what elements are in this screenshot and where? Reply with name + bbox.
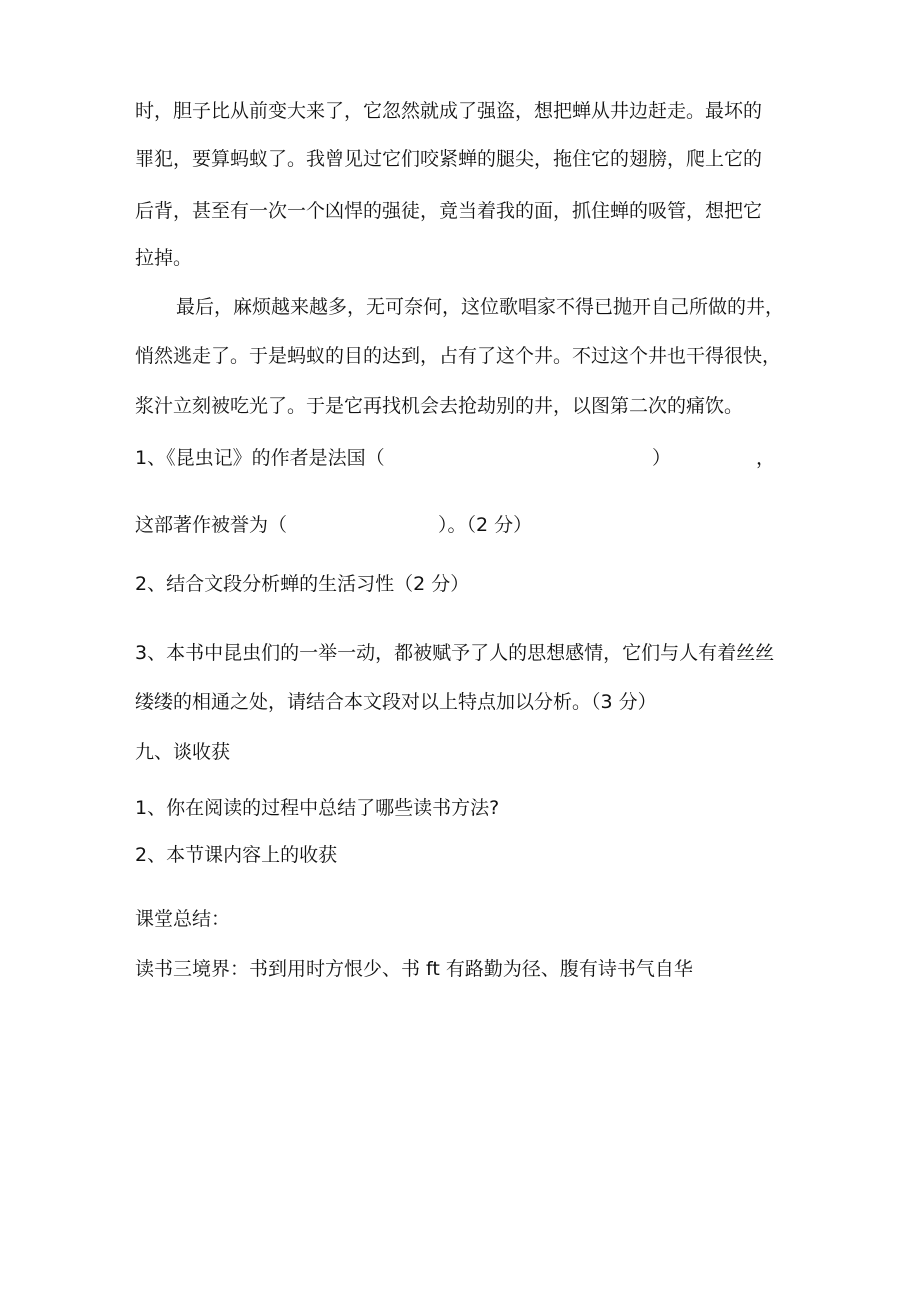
summary-text: 读书三境界：书到用时方恨少、书 ft 有路勤为径、腹有诗书气自华 [135, 958, 693, 980]
question-1-comma: ， [756, 447, 776, 469]
question-2: 2、结合文段分析蝉的生活习性（2 分） [135, 573, 470, 595]
passage-line: 浆汁立刻被吃光了。于是它再找机会去抢劫别的井，以图第二次的痛饮。 [135, 395, 744, 417]
question-3-line: 3、本书中昆虫们的一举一动，都被赋予了人的思想感情，它们与人有着丝丝 [135, 642, 775, 664]
question-1-prefix: 1、《昆虫记》的作者是法国（ [135, 447, 385, 469]
question-1-line2: 这部著作被誉为（ [135, 514, 288, 536]
passage-line: 悄然逃走了。于是蚂蚁的目的达到，占有了这个井。不过这个井也干得很快， [135, 345, 782, 367]
section-9-title: 九、谈收获 [135, 741, 231, 763]
passage-line: 后背，甚至有一次一个凶悍的强徒，竟当着我的面，抓住蝉的吸管，想把它 [135, 200, 763, 222]
passage-line: 时，胆子比从前变大来了，它忽然就成了强盗，想把蝉从井边赶走。最坏的 [135, 100, 763, 122]
passage-line: 拉掉。 [135, 247, 193, 269]
section-9-item: 1、你在阅读的过程中总结了哪些读书方法? [135, 797, 500, 819]
question-3-line: 缕缕的相通之处，请结合本文段对以上特点加以分析。（3 分） [135, 691, 657, 713]
passage-line: 罪犯，要算蚂蚁了。我曾见过它们咬紧蝉的腿尖，拖住它的翅膀，爬上它的 [135, 148, 763, 170]
question-1-line2-end: ）。（2 分） [438, 514, 533, 536]
passage-line: 最后，麻烦越来越多，无可奈何，这位歌唱家不得已抛开自己所做的井， [176, 296, 785, 318]
section-9-item: 2、本节课内容上的收获 [135, 844, 338, 866]
summary-title: 课堂总结： [135, 908, 231, 930]
question-1-close-paren: ） [652, 447, 672, 469]
